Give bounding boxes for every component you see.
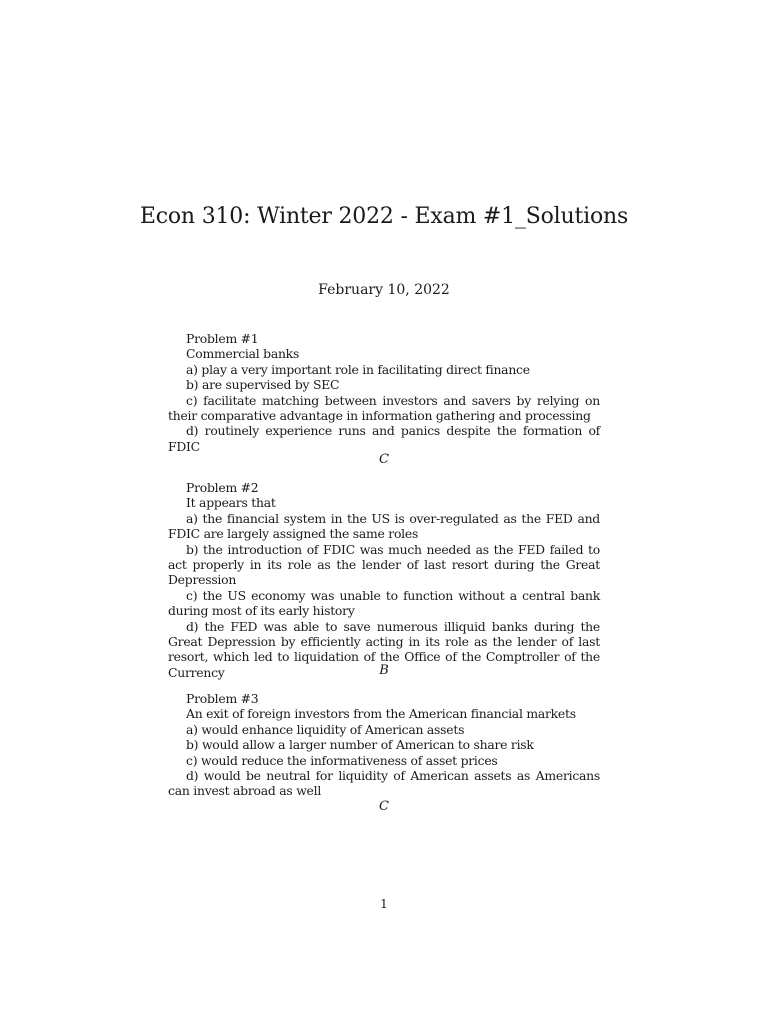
option-a: a) would enhance liquidity of American assets [186,721,465,737]
problem-heading: Problem #1 [186,331,259,346]
option-d: d) the FED was able to save numerous illiquid banks during the Great Depression by efficiently acting in its role as the lender of last resort, which led to liquidation of the Office of the Comptroller of the Currency [168,618,600,680]
option-c: c) would reduce the informativeness of asset prices [186,752,498,768]
problem-1 [168,331,600,454]
answer-2: B [379,663,389,678]
option-b: b) would allow a larger number of American to share risk [186,737,534,753]
document-title: Econ 310: Winter 2022 - Exam #1_Solutions [139,204,629,229]
problem-question: It appears that [186,495,276,511]
option-c: c) the US economy was unable to function without a central bank during most of its early history [168,587,600,619]
problem-heading: Problem #2 [186,480,259,495]
problem-2 [168,480,600,680]
option-d: d) would be neutral for liquidity of American assets as Americans can invest abroad as well [168,768,600,799]
option-b: b) are supervised by SEC [186,377,340,393]
page-number: 1 [380,897,388,911]
problem-question: An exit of foreign investors from the American financial markets [186,706,576,722]
option-a: a) the financial system in the US is over-regulated as the FED and FDIC are largely assigned the same roles [168,510,600,542]
problem-question: Commercial banks [186,346,300,362]
answer-3: C [379,799,389,814]
option-a: a) play a very important role in facilitating direct finance [186,361,530,377]
option-b: b) the introduction of FDIC was much needed as the FED failed to act properly in its role as the lender of last resort during the Great Depression [168,541,600,588]
option-d: d) routinely experience runs and panics despite the formation of FDIC [168,423,600,454]
option-c: c) facilitate matching between investors and savers by relying on their comparative advantage in information gathering and processing [168,392,600,424]
problem-heading: Problem #3 [186,691,259,706]
document-date: February 10, 2022 [318,282,450,298]
problem-3 [168,691,600,799]
answer-1: C [379,452,389,467]
